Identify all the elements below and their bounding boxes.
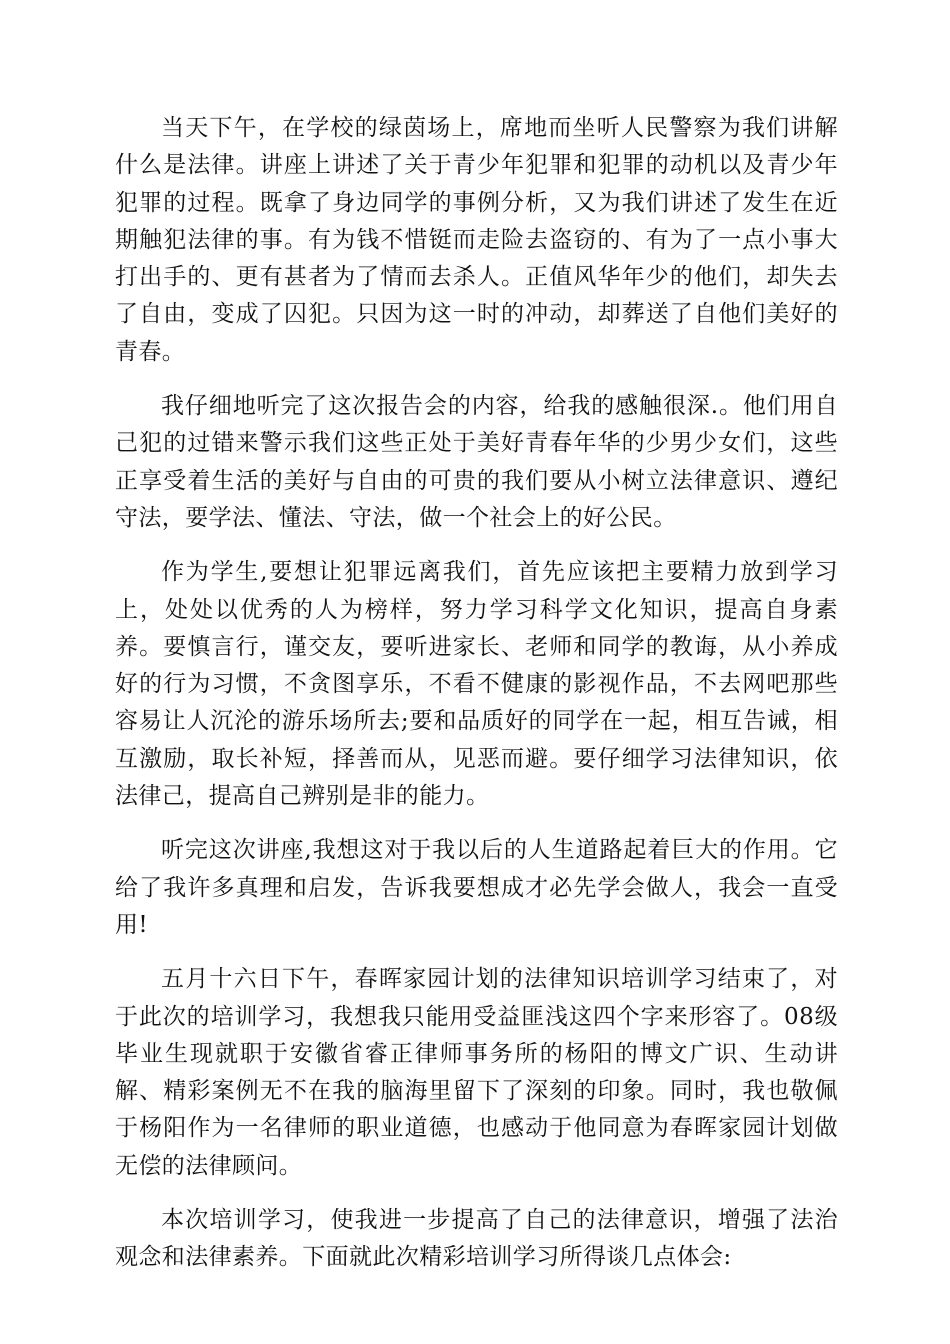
paragraph-6: 本次培训学习，使我进一步提高了自己的法律意识，增强了法治观念和法律素养。下面就此次精彩培训学习所得谈几点体会: — [115, 1207, 838, 1271]
paragraph-3: 作为学生,要想让犯罪远离我们，首先应该把主要精力放到学习上，处处以优秀的人为榜样，努力学习科学文化知识，提高自身素养。要慎言行，谨交友，要听进家长、老师和同学的教诲，从小养成好的行为习惯，不贪图享乐，不看不健康的影视作品，不去网吧那些容易让人沉沦的游乐场所去;要和品质好的同学在一起，相互告诫，相互激励，取长补短，择善而从，见恶而避。要仔细学习法律知识，依法律己，提高自己辨别是非的能力。 — [115, 559, 838, 810]
paragraph-5: 五月十六日下午，春晖家园计划的法律知识培训学习结束了，对于此次的培训学习，我想我只能用受益匪浅这四个字来形容了。08级毕业生现就职于安徽省睿正律师事务所的杨阳的博文广识、生动讲解、精彩案例无不在我的脑海里留下了深刻的印象。同时，我也敬佩于杨阳作为一名律师的职业道德，也感动于他同意为春晖家园计划做无偿的法律顾问。 — [115, 966, 838, 1179]
paragraph-4: 听完这次讲座,我想这对于我以后的人生道路起着巨大的作用。它给了我许多真理和启发，告诉我要想成才必先学会做人，我会一直受用! — [115, 837, 838, 938]
paragraph-1: 当天下午，在学校的绿茵场上，席地而坐听人民警察为我们讲解什么是法律。讲座上讲述了关于青少年犯罪和犯罪的动机以及青少年犯罪的过程。既拿了身边同学的事例分析，又为我们讲述了发生在近期触犯法律的事。有为钱不惜铤而走险去盗窃的、有为了一点小事大打出手的、更有甚者为了情而去杀人。正值风华年少的他们，却失去了自由，变成了囚犯。只因为这一时的冲动，却葬送了自他们美好的青春。 — [115, 115, 838, 365]
paragraph-2: 我仔细地听完了这次报告会的内容，给我的感触很深.。他们用自己犯的过错来警示我们这些正处于美好青春年华的少男少女们，这些正享受着生活的美好与自由的可贵的我们要从小树立法律意识、遵纪守法，要学法、懂法、守法，做一个社会上的好公民。 — [115, 393, 838, 531]
